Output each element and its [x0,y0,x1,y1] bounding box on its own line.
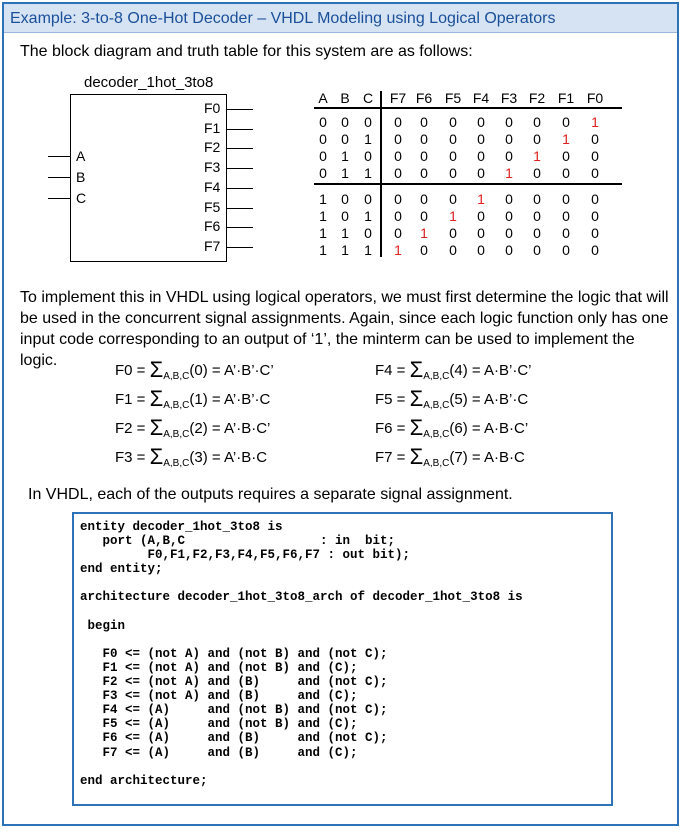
table-cell: 0 [420,165,428,181]
table-cell: 1 [319,208,327,224]
table-cell: 0 [341,208,349,224]
output-wire-f0 [227,109,253,110]
output-wire-f5 [227,208,253,209]
output-wire-f1 [227,129,253,130]
equation-rhs: A’·B’·C [223,391,271,408]
sigma-symbol: Σ [409,357,424,382]
table-input-output-divider [380,91,382,257]
output-label-f6: F6 [204,218,221,235]
equation-subscript: A,B,C [163,371,190,382]
input-wire-c [48,198,70,199]
table-cell: 0 [533,191,541,207]
table-cell: 1 [364,208,372,224]
output-label-f2: F2 [204,139,221,156]
sigma-symbol: Σ [149,357,164,382]
vhdl-intro-text: In VHDL, each of the outputs requires a separate signal assignment. [28,486,513,503]
equation-minterm: (5) [449,391,468,408]
table-cell: 0 [533,225,541,241]
input-label-a: A [76,148,86,164]
sigma-symbol: Σ [409,415,424,440]
explanation-paragraph: To implement this in VHDL using logical operators, we must first determine the logic that will be used in the concurrent signal assignments. Again, since each logic function only has one input code corresponding to an output of ‘1’, the minterm can be used to implement the logic. [20,289,669,369]
table-cell: 0 [562,191,570,207]
table-cell: 1 [505,165,513,181]
equation-minterm: (2) [189,420,208,437]
sigma-symbol: Σ [149,415,164,440]
table-cell: 0 [420,114,428,130]
equation-rhs: A’·B·C’ [223,420,271,437]
equation-f1: $F1 = \Sigma_{A,B,C}(1)$ = A’·B’·C [115,386,271,411]
table-cell: 1 [420,225,428,241]
table-cell: 1 [319,225,327,241]
table-cell: 0 [319,131,327,147]
vhdl-code: entity decoder_1hot_3to8 is port (A,B,C : in bit; F0,F1,F2,F3,F4,F5,F6,F7 : out bit); end entity; architecture decoder_1hot_3to8_arch of decoder_1hot_3to8 is begin F0 <= (not A) and (not B) and (not C); F1 <= (not A) and (not B) and (C); F2 <= (not A) and (B) and (not C); F3 <= (not A) and (B) and (C); F4 <= (A) and (not B) and (not C); F5 <= (A) and (not B) and (C); F6 <= (A) and (B) and (not C); F7 <= (A) and (B) and (C); end architecture; [80,520,523,788]
equation-lhs: F1 [115,391,133,408]
table-cell: 0 [591,225,599,241]
table-cell: 0 [591,242,599,258]
table-cell: 0 [449,131,457,147]
table-cell: 1 [341,225,349,241]
table-cell: 0 [449,225,457,241]
table-header-a: A [318,90,328,106]
equation-lhs: F4 [375,362,393,379]
table-middle-rule [314,183,622,185]
table-cell: 1 [477,191,485,207]
equation-minterm: (3) [189,449,208,466]
table-header-c: C [362,90,374,106]
input-wire-b [48,177,70,178]
table-cell: 0 [477,148,485,164]
equation-subscript: A,B,C [423,458,450,469]
table-cell: 0 [449,242,457,258]
table-cell: 0 [394,191,402,207]
table-cell: 0 [591,165,599,181]
equation-f6: $F6 = \Sigma_{A,B,C}(6) = A\cdot B\cdot C$’ [375,415,529,440]
equation-subscript: A,B,C [423,371,450,382]
table-header-f7: F7 [389,90,407,106]
equation-lhs: F5 [375,391,393,408]
table-cell: 0 [341,114,349,130]
equation-lhs: F7 [375,449,393,466]
table-cell: 0 [533,131,541,147]
table-cell: 1 [364,131,372,147]
table-cell: 0 [591,208,599,224]
table-cell: 0 [319,114,327,130]
table-cell: 0 [449,191,457,207]
block-name: decoder_1hot_3to8 [84,74,214,91]
output-wire-f3 [227,168,253,169]
table-cell: 0 [319,165,327,181]
input-label-c: C [76,190,87,206]
output-label-f3: F3 [204,159,221,176]
table-cell: 1 [341,242,349,258]
equation-f3: $F3 = \Sigma_{A,B,C}(3)$ = A’·B·C [115,444,268,469]
table-cell: 0 [505,225,513,241]
table-header-f4: F4 [472,90,490,106]
equation-lhs: F2 [115,420,133,437]
table-cell: 0 [420,242,428,258]
table-header-f0: F0 [586,90,604,106]
table-cell: 1 [562,131,570,147]
table-cell: 0 [477,114,485,130]
equation-f4: $F4 = \Sigma_{A,B,C}(4)$ = A·B’·C’ [375,357,532,382]
equation-rhs: A’·B’·C’ [223,362,274,379]
table-cell: 0 [420,148,428,164]
table-cell: 0 [591,131,599,147]
output-label-f1: F1 [204,119,221,136]
equation-rhs: A·B·C [483,449,525,466]
table-cell: 1 [533,148,541,164]
table-cell: 1 [364,242,372,258]
output-wire-f4 [227,188,253,189]
input-wire-a [48,156,70,157]
output-wire-f6 [227,227,253,228]
table-cell: 0 [505,131,513,147]
intro-text: The block diagram and truth table for this system are as follows: [20,43,473,60]
table-cell: 0 [477,242,485,258]
table-cell: 0 [591,148,599,164]
table-cell: 0 [319,148,327,164]
table-cell: 0 [533,208,541,224]
table-cell: 0 [364,225,372,241]
table-header-f6: F6 [415,90,433,106]
equation-rhs: A’·B·C [223,449,268,466]
table-cell: 0 [591,191,599,207]
table-cell: 0 [394,131,402,147]
equation-subscript: A,B,C [423,429,450,440]
table-cell: 0 [341,191,349,207]
equation-f7: $F7 = \Sigma_{A,B,C}(7) = A\cdot B\cdot C$ [375,444,525,469]
table-cell: 0 [562,208,570,224]
table-cell: 0 [394,114,402,130]
table-header-f2: F2 [528,90,546,106]
table-cell: 0 [449,165,457,181]
sigma-symbol: Σ [149,444,164,469]
equation-subscript: A,B,C [163,429,190,440]
table-cell: 1 [394,242,402,258]
table-cell: 1 [319,191,327,207]
equation-f0: $F0 = \Sigma_{A,B,C}(0)$ = A’·B’·C’ [115,357,274,382]
table-cell: 0 [449,114,457,130]
equation-lhs: F3 [115,449,133,466]
table-header-rule [314,107,622,109]
table-cell: 0 [562,165,570,181]
sigma-symbol: Σ [149,386,164,411]
equation-subscript: A,B,C [163,400,190,411]
table-cell: 0 [562,225,570,241]
table-cell: 0 [394,225,402,241]
table-cell: 0 [562,242,570,258]
table-cell: 0 [505,191,513,207]
table-cell: 1 [364,165,372,181]
equation-rhs: A·B’·C [483,391,529,408]
equation-f5: $F5 = \Sigma_{A,B,C}(5)$ = A·B’·C [375,386,529,411]
equation-lhs: F6 [375,420,393,437]
equation-subscript: A,B,C [163,458,190,469]
table-cell: 0 [364,148,372,164]
equation-rhs: A·B’·C’ [483,362,532,379]
table-header-f5: F5 [444,90,462,106]
table-cell: 0 [420,208,428,224]
table-cell: 0 [505,242,513,258]
table-cell: 1 [341,148,349,164]
equation-minterm: (1) [189,391,208,408]
code-listing-box [72,512,613,806]
table-header-f3: F3 [500,90,518,106]
table-cell: 0 [420,191,428,207]
table-cell: 0 [477,165,485,181]
sigma-symbol: Σ [409,444,424,469]
table-cell: 0 [533,165,541,181]
output-label-f4: F4 [204,178,221,195]
table-header-f1: F1 [557,90,575,106]
input-label-b: B [76,169,86,185]
equation-f2: $F2 = \Sigma_{A,B,C}(2)$ = A’·B·C’ [115,415,271,440]
table-cell: 0 [341,131,349,147]
table-cell: 0 [420,131,428,147]
table-cell: 0 [562,148,570,164]
table-header-b: B [340,90,350,106]
table-cell: 1 [341,165,349,181]
table-cell: 0 [477,225,485,241]
table-cell: 0 [505,148,513,164]
equation-minterm: (6) [449,420,468,437]
table-cell: 0 [562,114,570,130]
table-cell: 0 [394,148,402,164]
output-label-f0: F0 [204,100,221,116]
table-cell: 1 [449,208,457,224]
table-cell: 0 [449,148,457,164]
sigma-symbol: Σ [409,386,424,411]
page-title: Example: 3-to-8 One-Hot Decoder – VHDL Modeling using Logical Operators [10,10,556,27]
table-cell: 0 [505,208,513,224]
table-cell: 0 [394,208,402,224]
table-cell: 0 [505,114,513,130]
table-cell: 0 [364,114,372,130]
table-cell: 0 [477,131,485,147]
output-label-f5: F5 [204,198,221,215]
equation-rhs: A·B·C’ [483,420,529,437]
table-cell: 1 [591,114,599,130]
table-cell: 1 [319,242,327,258]
equation-minterm: (0) [189,362,208,379]
table-cell: 0 [394,165,402,181]
equation-subscript: A,B,C [423,400,450,411]
table-cell: 0 [364,191,372,207]
table-cell: 0 [533,242,541,258]
table-cell: 0 [477,208,485,224]
equation-minterm: (4) [449,362,468,379]
output-wire-f2 [227,148,253,149]
equation-lhs: F0 [115,362,133,379]
output-wire-f7 [227,247,253,248]
table-cell: 0 [533,114,541,130]
output-label-f7: F7 [204,237,221,254]
equation-minterm: (7) [449,449,468,466]
